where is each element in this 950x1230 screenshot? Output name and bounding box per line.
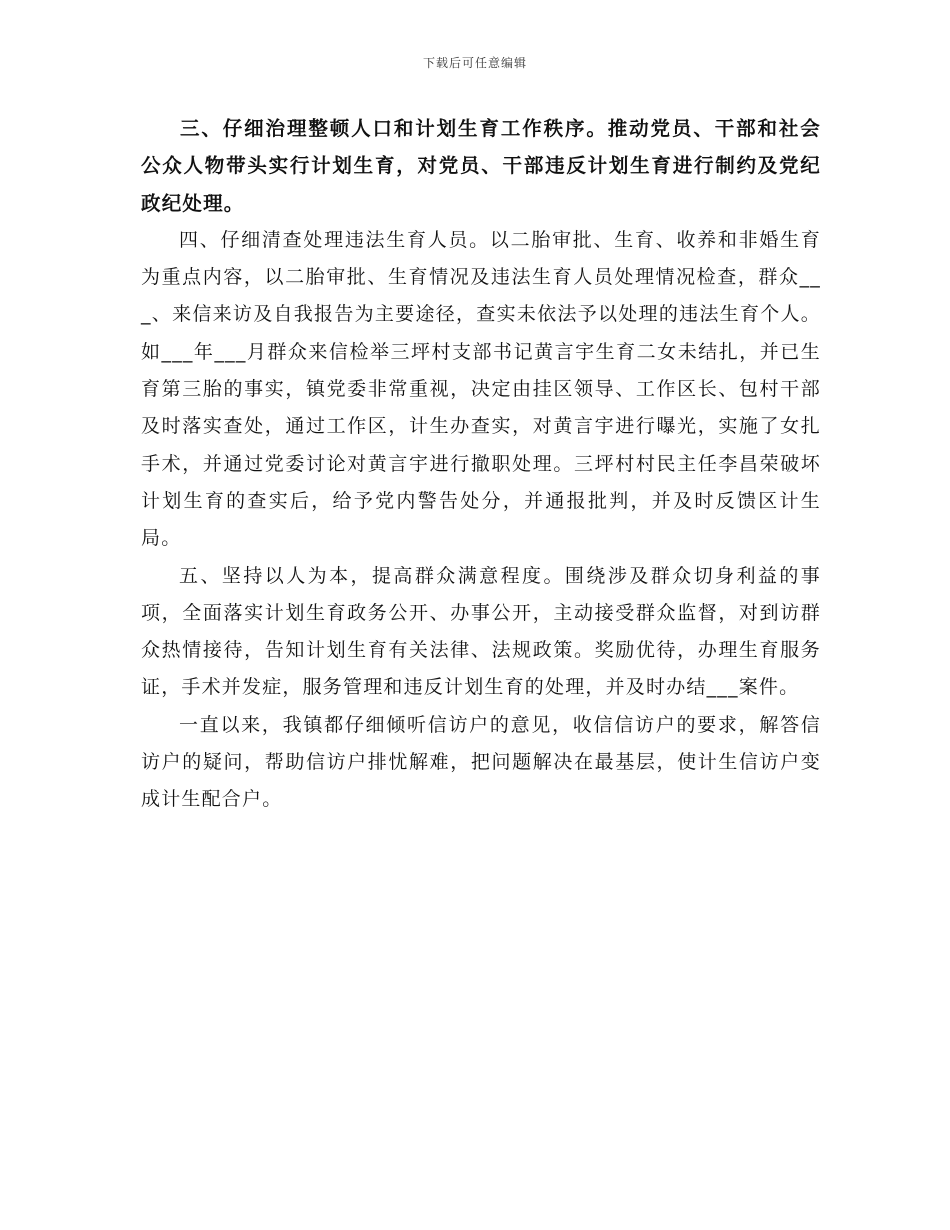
paragraph-section-four: 四、仔细清查处理违法生育人员。以二胎审批、生育、收养和非婚生育为重点内容，以二胎审批、生育情况及违法生育人员处理情况检查，群众___、来信来访及自我报告为主要途径，查实未依法予以处理的违法生育个人。如___年___月群众来信检举三坪村支部书记黄言宇生育二女未结扎，并已生育第三胎的事实，镇党委非常重视，决定由挂区领导、工作区长、包村干部及时落实查处，通过工作区，计生办查实，对黄言宇进行曝光，实施了女扎手术，并通过党委讨论对黄言宇进行撤职处理。三坪村村民主任李昌荣破坏计划生育的查实后，给予党内警告处分，并通报批判，并及时反馈区计生局。 xyxy=(141,228,821,550)
paragraph-section-three: 三、仔细治理整顿人口和计划生育工作秩序。推动党员、干部和社会公众人物带头实行计划生育，对党员、干部违反计划生育进行制约及党纪政纪处理。 xyxy=(141,117,821,215)
document-body xyxy=(141,110,821,819)
paragraph-section-five: 五、坚持以人为本，提高群众满意程度。围绕涉及群众切身利益的事项，全面落实计划生育政务公开、办事公开，主动接受群众监督，对到访群众热情接待，告知计划生育有关法律、法规政策。奖励优待，办理生育服务证，手术并发症，服务管理和违反计划生育的处理，并及时办结___案件。 xyxy=(141,564,821,699)
page-header-note: 下载后可任意编辑 xyxy=(422,56,527,70)
paragraph-conclusion: 一直以来，我镇都仔细倾听信访户的意见，收信信访户的要求，解答信访户的疑问，帮助信访户排忧解难，把问题解决在最基层，使计生信访户变成计生配合户。 xyxy=(141,713,821,811)
